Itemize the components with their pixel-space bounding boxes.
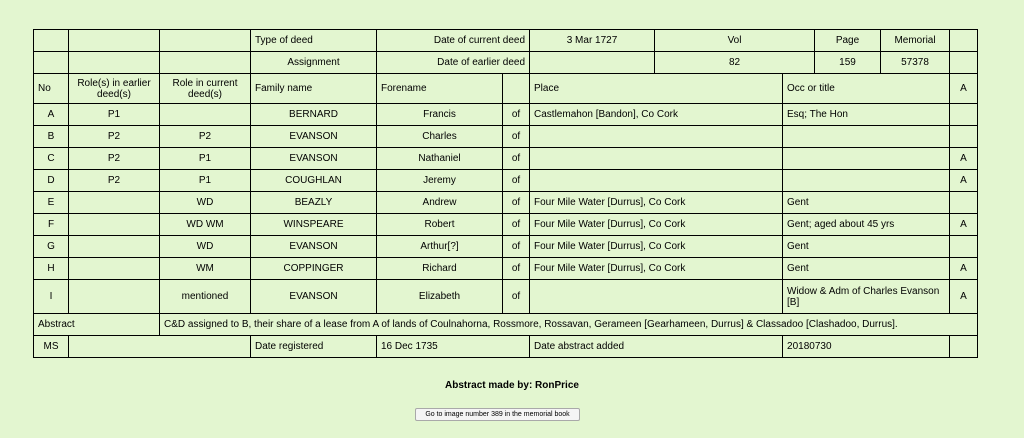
type-of-deed-label: Type of deed: [251, 30, 377, 52]
col-no: No: [34, 74, 69, 104]
row-a: A: [950, 148, 978, 170]
memorial-table: [33, 29, 978, 358]
memorial-label: Memorial: [881, 30, 950, 52]
row-a: [950, 126, 978, 148]
row-no: A: [34, 104, 69, 126]
row-no: C: [34, 148, 69, 170]
row-no: E: [34, 192, 69, 214]
row-earlier-role: [69, 214, 160, 236]
abstract-label: Abstract: [34, 314, 160, 336]
row-current-role: WD: [160, 236, 251, 258]
row-forename: Nathaniel: [377, 148, 503, 170]
row-forename: Francis: [377, 104, 503, 126]
row-family-name: WINSPEARE: [251, 214, 377, 236]
row-a: A: [950, 258, 978, 280]
table-row: [34, 170, 978, 192]
row-current-role: [160, 104, 251, 126]
row-of: of: [503, 258, 530, 280]
col-place: Place: [530, 74, 783, 104]
row-occ: Gent: [783, 258, 950, 280]
row-of: of: [503, 214, 530, 236]
row-earlier-role: P1: [69, 104, 160, 126]
ms-label: MS: [34, 336, 69, 358]
table-row: [34, 192, 978, 214]
row-family-name: EVANSON: [251, 236, 377, 258]
row-of: of: [503, 148, 530, 170]
row-no: I: [34, 280, 69, 314]
type-of-deed: Assignment: [251, 52, 377, 74]
ms-value: [69, 336, 251, 358]
date-abstract-label: Date abstract added: [530, 336, 783, 358]
row-place: [530, 280, 783, 314]
row-current-role: P1: [160, 170, 251, 192]
page: 159: [815, 52, 881, 74]
row-current-role: P2: [160, 126, 251, 148]
go-to-image-button[interactable]: Go to image number 389 in the memorial book: [415, 408, 580, 421]
date-abstract: 20180730: [783, 336, 950, 358]
table-row: [34, 148, 978, 170]
row-forename: Elizabeth: [377, 280, 503, 314]
col-family-name: Family name: [251, 74, 377, 104]
row-earlier-role: [69, 236, 160, 258]
row-current-role: WM: [160, 258, 251, 280]
column-header-row: [34, 74, 978, 104]
row-earlier-role: [69, 280, 160, 314]
row-place: Four Mile Water [Durrus], Co Cork: [530, 258, 783, 280]
row-earlier-role: P2: [69, 148, 160, 170]
row-a: [950, 192, 978, 214]
row-forename: Arthur[?]: [377, 236, 503, 258]
table-row: [34, 104, 978, 126]
date-registered-label: Date registered: [251, 336, 377, 358]
row-occ: [783, 148, 950, 170]
row-current-role: WD: [160, 192, 251, 214]
col-forename: Forename: [377, 74, 503, 104]
row-a: [950, 236, 978, 258]
row-place: Four Mile Water [Durrus], Co Cork: [530, 192, 783, 214]
row-family-name: EVANSON: [251, 280, 377, 314]
row-occ: Gent: [783, 192, 950, 214]
row-of: of: [503, 126, 530, 148]
table-row: [34, 258, 978, 280]
row-occ: Esq; The Hon: [783, 104, 950, 126]
row-current-role: WD WM: [160, 214, 251, 236]
table-row: [34, 126, 978, 148]
row-of: of: [503, 170, 530, 192]
row-occ: [783, 126, 950, 148]
col-a: A: [950, 74, 978, 104]
row-occ: [783, 170, 950, 192]
row-of: of: [503, 280, 530, 314]
col-role-current: Role in current deed(s): [160, 74, 251, 104]
footer-row: [34, 336, 978, 358]
row-forename: Andrew: [377, 192, 503, 214]
row-earlier-role: [69, 258, 160, 280]
row-family-name: COUGHLAN: [251, 170, 377, 192]
col-occ: Occ or title: [783, 74, 950, 104]
header-row-current: [34, 30, 978, 52]
row-earlier-role: [69, 192, 160, 214]
row-forename: Robert: [377, 214, 503, 236]
row-no: F: [34, 214, 69, 236]
row-no: D: [34, 170, 69, 192]
row-occ: Gent; aged about 45 yrs: [783, 214, 950, 236]
table-row: [34, 280, 978, 314]
row-place: Four Mile Water [Durrus], Co Cork: [530, 214, 783, 236]
row-of: of: [503, 104, 530, 126]
date-earlier: [530, 52, 655, 74]
header-row-earlier: [34, 52, 978, 74]
row-family-name: BERNARD: [251, 104, 377, 126]
abstract-made-by: Abstract made by: RonPrice: [445, 380, 579, 391]
date-current: 3 Mar 1727: [530, 30, 655, 52]
row-a: A: [950, 214, 978, 236]
row-a: A: [950, 170, 978, 192]
date-current-label: Date of current deed: [377, 30, 530, 52]
row-forename: Jeremy: [377, 170, 503, 192]
row-a: A: [950, 280, 978, 314]
abstract-row: [34, 314, 978, 336]
row-no: B: [34, 126, 69, 148]
row-forename: Richard: [377, 258, 503, 280]
row-place: Castlemahon [Bandon], Co Cork: [530, 104, 783, 126]
row-earlier-role: P2: [69, 170, 160, 192]
table-row: [34, 236, 978, 258]
table-row: [34, 214, 978, 236]
row-earlier-role: P2: [69, 126, 160, 148]
row-current-role: P1: [160, 148, 251, 170]
row-place: [530, 170, 783, 192]
row-no: G: [34, 236, 69, 258]
row-of: of: [503, 236, 530, 258]
col-roles-earlier: Role(s) in earlier deed(s): [69, 74, 160, 104]
row-family-name: EVANSON: [251, 148, 377, 170]
row-occ: Widow & Adm of Charles Evanson [B]: [783, 280, 950, 314]
row-family-name: BEAZLY: [251, 192, 377, 214]
row-place: Four Mile Water [Durrus], Co Cork: [530, 236, 783, 258]
row-of: of: [503, 192, 530, 214]
date-registered: 16 Dec 1735: [377, 336, 530, 358]
date-earlier-label: Date of earlier deed: [377, 52, 530, 74]
row-place: [530, 126, 783, 148]
abstract-text: C&D assigned to B, their share of a lease from A of lands of Coulnahorna, Rossmore, Rossavan, Gerameen [Gearhameen, Durrus] & Classadoo [Clashadoo, Durrus].: [160, 314, 978, 336]
memorial: 57378: [881, 52, 950, 74]
row-a: [950, 104, 978, 126]
row-occ: Gent: [783, 236, 950, 258]
row-current-role: mentioned: [160, 280, 251, 314]
vol-label: Vol: [655, 30, 815, 52]
row-family-name: EVANSON: [251, 126, 377, 148]
page-label: Page: [815, 30, 881, 52]
row-place: [530, 148, 783, 170]
row-no: H: [34, 258, 69, 280]
vol: 82: [655, 52, 815, 74]
row-family-name: COPPINGER: [251, 258, 377, 280]
row-forename: Charles: [377, 126, 503, 148]
